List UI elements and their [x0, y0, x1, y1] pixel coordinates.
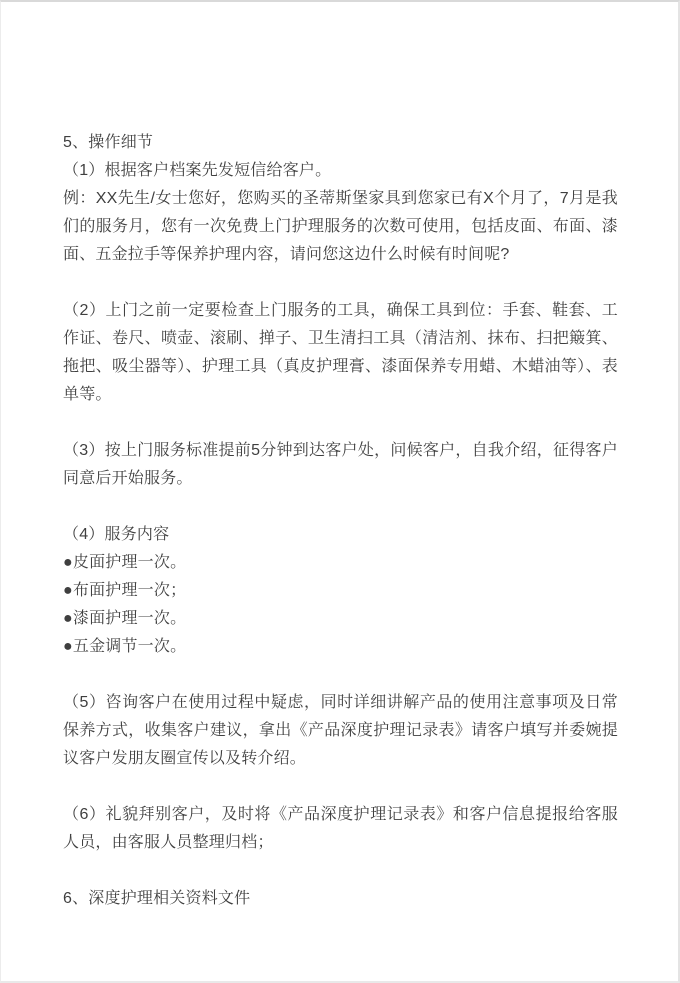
bullet-item-7: ●布面护理一次；	[63, 582, 187, 599]
bullet-item-8: ●漆面护理一次。	[63, 610, 187, 627]
paragraph-10: （5）咨询客户在使用过程中疑虑，同时详细讲解产品的使用注意事项及日常保养方式，收集客户建议，拿出《产品深度护理记录表》请客户填写并委婉提议客户发朋友圈宣传以及转介绍。	[63, 694, 618, 767]
bullet-item-9: ●五金调节一次。	[63, 638, 187, 655]
paragraph-1: （1）根据客户档案先发短信给客户。	[63, 162, 332, 179]
section-heading-12: 6、深度护理相关资料文件	[63, 890, 251, 907]
section-heading-0: 5、操作细节	[63, 134, 154, 151]
paragraph-2: 例：XX先生/女士您好，您购买的圣蒂斯堡家具到您家已有X个月了，7月是我们的服务月，您有一次免费上门护理服务的次数可使用，包括皮面、布面、漆面、五金拉手等保养护理内容，请问您这边什么时候有时间呢?	[63, 190, 618, 263]
document-content	[63, 129, 618, 913]
paragraph-4: （3）按上门服务标准提前5分钟到达客户处，问候客户，自我介绍，征得客户同意后开始服务。	[63, 442, 618, 487]
paragraph-11: （6）礼貌拜别客户，及时将《产品深度护理记录表》和客户信息提报给客服人员，由客服人员整理归档；	[63, 806, 618, 851]
paragraph-5: （4）服务内容	[63, 526, 170, 543]
bullet-item-6: ●皮面护理一次。	[63, 554, 187, 571]
paragraph-3: （2）上门之前一定要检查上门服务的工具，确保工具到位：手套、鞋套、工作证、卷尺、喷壶、滚刷、掸子、卫生清扫工具（清洁剂、抹布、扫把簸箕、拖把、吸尘器等）、护理工具（真皮护理膏、漆面保养专用蜡、木蜡油等）、表单等。	[63, 302, 618, 403]
